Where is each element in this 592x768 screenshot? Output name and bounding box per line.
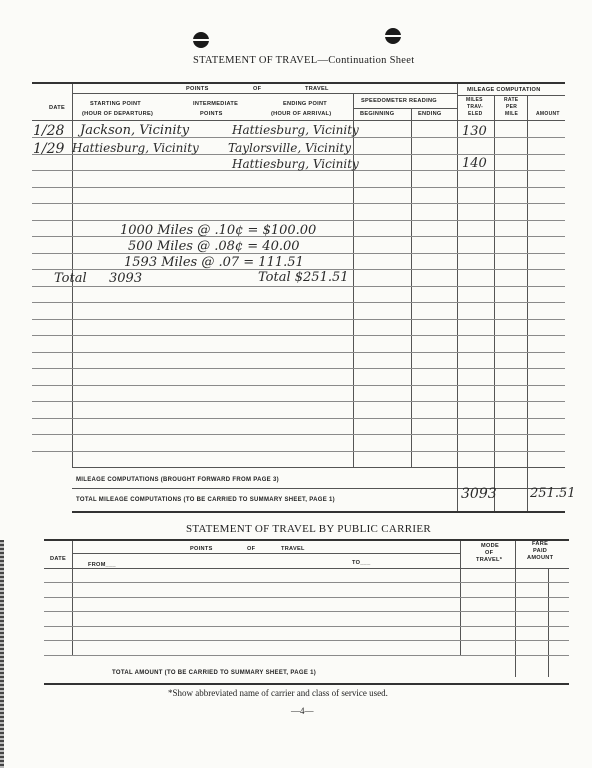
- table-row-line: [32, 401, 565, 402]
- carrier-header-of: OF: [247, 546, 256, 552]
- col-divider-ending: [353, 93, 354, 468]
- header-hour-departure: (HOUR OF DEPARTURE): [82, 111, 154, 117]
- entry-1-start: Jackson, Vicinity: [80, 123, 190, 138]
- table-row-line: [32, 352, 565, 353]
- speedo-divider: [353, 108, 457, 109]
- header-mileage-computation: MILEAGE COMPUTATION: [467, 87, 541, 93]
- carrier-top-border: [44, 539, 569, 541]
- carrier-header-from: FROM___: [88, 562, 116, 568]
- carrier-points-divider: [72, 553, 460, 554]
- carrier-header-points: POINTS: [190, 546, 213, 552]
- header-hour-arrival: (HOUR OF ARRIVAL): [271, 111, 332, 117]
- total-mileage-label: TOTAL MILEAGE COMPUTATIONS (TO BE CARRIED TO SUMMARY SHEET, PAGE 1): [76, 497, 335, 503]
- total-amount-value: 251.51: [530, 486, 576, 501]
- carrier-header-fare-2: PAID: [533, 548, 548, 554]
- header-travel: TRAVEL: [305, 86, 329, 92]
- footnote: *Show abbreviated name of carrier and class of service used.: [168, 688, 388, 698]
- total-miles-handwritten: 3093: [109, 271, 143, 286]
- table-top-border: [32, 82, 565, 84]
- page-number: —4—: [291, 706, 314, 716]
- entry-2-start: Hattiesburg, Vicinity: [72, 141, 199, 155]
- header-miles-1: MILES: [466, 97, 483, 103]
- col-divider-speedo: [411, 108, 412, 468]
- computation-1: 1000 Miles @ .10¢ = $100.00: [120, 223, 317, 238]
- table-row-line: [32, 203, 565, 204]
- computation-3: 1593 Miles @ .07 = 111.51: [124, 255, 304, 270]
- carrier-row-line: [44, 597, 569, 598]
- points-divider: [72, 93, 457, 94]
- table-row-line: [32, 335, 565, 336]
- header-amount: AMOUNT: [536, 111, 560, 117]
- table-row-line: [32, 434, 565, 435]
- brought-forward-label: MILEAGE COMPUTATIONS (BROUGHT FORWARD FROM PAGE 3): [76, 477, 279, 483]
- entry-2-miles: 140: [462, 156, 487, 171]
- table-row-line: [32, 385, 565, 386]
- header-date: DATE: [49, 105, 66, 111]
- table-row-line: [32, 187, 565, 188]
- punch-hole-right: [385, 28, 401, 44]
- entry-1-date: 1/28: [33, 123, 65, 139]
- total-miles-value: 3093: [461, 486, 497, 502]
- entry-2-date: 1/29: [33, 141, 65, 157]
- col-divider-amount: [527, 95, 528, 512]
- carrier-header-mode-1: MODE: [481, 543, 499, 549]
- carrier-col-mode: [460, 541, 461, 655]
- header-rate-2: PER: [506, 104, 518, 110]
- entry-1-intermediate: Hattiesburg, Vicinity: [232, 123, 359, 137]
- table-row-line: [32, 319, 565, 320]
- scan-edge: [0, 540, 4, 768]
- total-amount-handwritten: Total $251.51: [258, 270, 349, 285]
- continuation-bottom-border: [72, 511, 565, 513]
- table-row-line: [32, 418, 565, 419]
- carrier-row-line: [44, 611, 569, 612]
- table-row-line: [32, 302, 565, 303]
- header-rate-3: MILE: [505, 111, 519, 117]
- header-of: OF: [253, 86, 262, 92]
- entry-2-ending: Hattiesburg, Vicinity: [232, 157, 359, 171]
- carrier-header-fare-3: AMOUNT: [527, 555, 554, 561]
- public-carrier-title: STATEMENT OF TRAVEL BY PUBLIC CARRIER: [186, 523, 432, 535]
- table-row-line: [32, 451, 565, 452]
- carrier-header-date: DATE: [50, 556, 67, 562]
- table-row-line: [32, 286, 565, 287]
- carrier-col-date: [72, 541, 73, 655]
- carrier-row-line: [44, 626, 569, 627]
- carrier-bottom-border: [44, 683, 569, 685]
- header-ending-point: ENDING POINT: [283, 101, 328, 107]
- total-label: Total: [54, 271, 87, 286]
- table-row-line: [32, 220, 565, 221]
- computation-2: 500 Miles @ .08¢ = 40.00: [128, 239, 300, 254]
- carrier-header-to: TO___: [352, 560, 371, 566]
- continuation-title: STATEMENT OF TRAVEL—Continuation Sheet: [193, 55, 415, 66]
- header-starting-point: STARTING POINT: [90, 101, 142, 107]
- header-intermediate: INTERMEDIATE: [193, 101, 239, 107]
- header-speedometer: SPEEDOMETER READING: [361, 98, 437, 104]
- header-ending: ENDING: [418, 111, 442, 117]
- col-divider-miles: [457, 84, 458, 512]
- entry-1-miles: 130: [462, 124, 487, 139]
- carrier-col-fare: [515, 541, 516, 677]
- carrier-header-fare-1: FARE: [532, 541, 549, 547]
- carrier-header-mode-3: TRAVEL*: [476, 557, 503, 563]
- carrier-header-mode-2: OF: [485, 550, 494, 556]
- carrier-header-travel: TRAVEL: [281, 546, 305, 552]
- carrier-row-line: [44, 655, 569, 656]
- carrier-total-label: TOTAL AMOUNT (TO BE CARRIED TO SUMMARY SHEET, PAGE 1): [112, 670, 317, 676]
- col-divider-rate: [494, 95, 495, 512]
- header-miles-2: TRAV-: [467, 104, 484, 110]
- entry-2-intermediate: Taylorsville, Vicinity: [228, 141, 352, 155]
- carrier-header-bottom: [44, 568, 569, 569]
- header-rate-1: RATE: [504, 97, 519, 103]
- carrier-row-line: [44, 640, 569, 641]
- header-points: POINTS: [186, 86, 209, 92]
- header-miles-3: ELED: [468, 111, 483, 117]
- carrier-col-cents: [548, 568, 549, 677]
- header-beginning: BEGINNING: [360, 111, 395, 117]
- header-bottom-border: [32, 120, 565, 121]
- mileage-divider: [457, 95, 565, 96]
- punch-hole-left: [193, 32, 209, 48]
- brought-forward-top: [72, 467, 565, 468]
- header-intermediate-points: POINTS: [200, 111, 223, 117]
- table-row-line: [32, 368, 565, 369]
- carrier-row-line: [44, 582, 569, 583]
